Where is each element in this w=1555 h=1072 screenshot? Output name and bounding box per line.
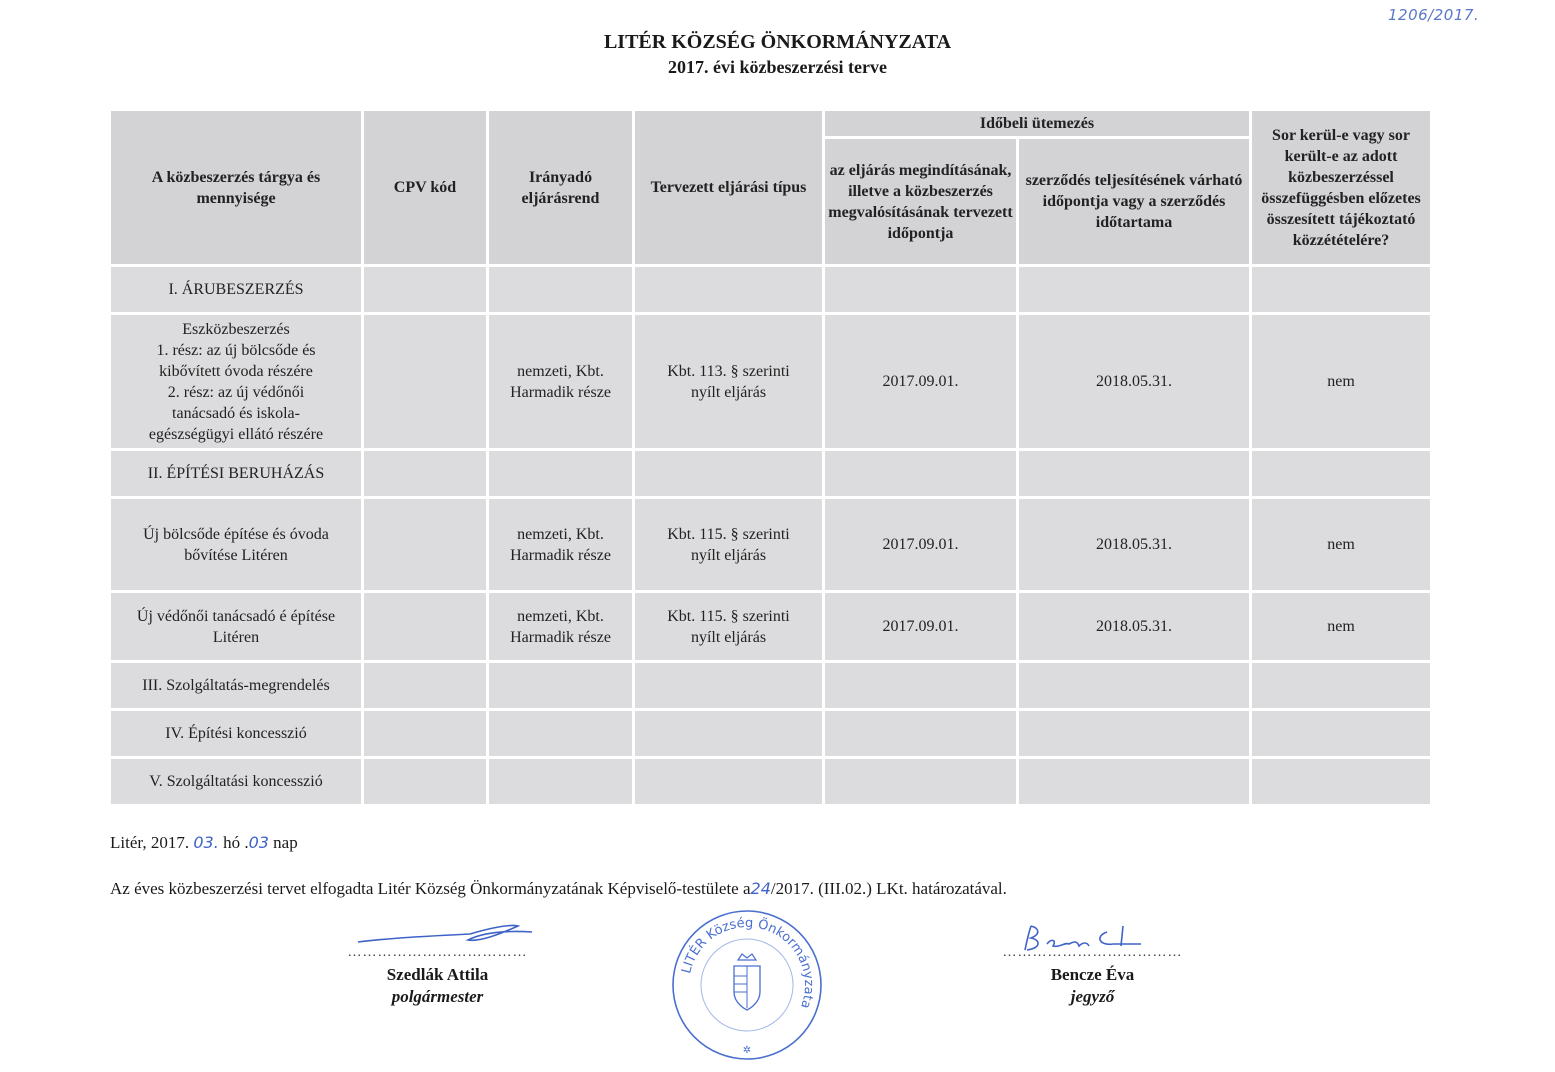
header-start: az eljárás megindításának, illetve a közbeszerzés megvalósításának tervezett időpontja bbox=[824, 138, 1018, 266]
svg-text:✲: ✲ bbox=[742, 1045, 752, 1056]
completion-cell: 2018.05.31. bbox=[1018, 592, 1251, 662]
header-procedure-type: Tervezett eljárási típus bbox=[634, 110, 824, 266]
mayor-name: Szedlák Attila bbox=[386, 965, 489, 984]
table-row bbox=[110, 498, 1432, 592]
section-label: II. ÉPÍTÉSI BERUHÁZÁS bbox=[110, 450, 363, 498]
notary-signature-block: ……………………………… Bencze Éva jegyző bbox=[985, 942, 1200, 1008]
handwritten-resolution-number: 24 bbox=[750, 879, 771, 898]
section-label: III. Szolgáltatás-megrendelés bbox=[110, 662, 363, 710]
place-and-date: Litér, 2017. 03. hó .03 nap bbox=[110, 833, 298, 852]
document-subtitle: 2017. évi közbeszerzési terve bbox=[668, 57, 887, 77]
subject-cell: Eszközbeszerzés 1. rész: az új bölcsőde és kibővített óvoda részére 2. rész: az új védőnői tanácsadó és iskola- egészségügyi ellátó részére bbox=[110, 314, 363, 450]
type-cell: Kbt. 115. § szerinti nyílt eljárás bbox=[634, 592, 824, 662]
section-row bbox=[110, 266, 1432, 314]
official-stamp bbox=[668, 908, 826, 1062]
start-cell: 2017.09.01. bbox=[824, 314, 1018, 450]
subject-cell: Új védőnői tanácsadó é építése Litéren bbox=[110, 592, 363, 662]
header-schedule: Időbeli ütemezés bbox=[824, 110, 1251, 138]
section-row bbox=[110, 450, 1432, 498]
regime-cell: nemzeti, Kbt. Harmadik része bbox=[488, 314, 634, 450]
header-prior-notice: Sor kerül-e vagy sor került-e az adott közbeszerzéssel összefüggésben előzetes összesített tájékoztató közzétételére? bbox=[1251, 110, 1432, 266]
cpv-cell bbox=[363, 314, 488, 450]
prior-notice-cell: nem bbox=[1251, 592, 1432, 662]
section-label: V. Szolgáltatási koncesszió bbox=[110, 758, 363, 806]
notary-role: jegyző bbox=[1070, 987, 1115, 1006]
header-completion: szerződés teljesítésének várható időpontja vagy a szerződés időtartama bbox=[1018, 138, 1251, 266]
document-title: LITÉR KÖZSÉG ÖNKORMÁNYZATA bbox=[603, 31, 952, 53]
handwritten-day: 03 bbox=[248, 833, 269, 852]
svg-text:LITÉR Község Önkormányzata: LITÉR Község Önkormányzata bbox=[679, 915, 817, 1011]
start-cell: 2017.09.01. bbox=[824, 592, 1018, 662]
header-procedure-regime: Irányadó eljárásrend bbox=[488, 110, 634, 266]
subject-cell: Új bölcsőde építése és óvoda bővítése Litéren bbox=[110, 498, 363, 592]
section-label: IV. Építési koncesszió bbox=[110, 710, 363, 758]
notary-name: Bencze Éva bbox=[1050, 965, 1135, 984]
header-subject: A közbeszerzés tárgya és mennyisége bbox=[110, 110, 363, 266]
mayor-signature-block: ……………………………… Szedlák Attila polgármester bbox=[330, 942, 545, 1008]
header-cpv: CPV kód bbox=[363, 110, 488, 266]
mayor-role: polgármester bbox=[391, 987, 484, 1006]
handwritten-month: 03. bbox=[193, 833, 219, 852]
start-cell: 2017.09.01. bbox=[824, 498, 1018, 592]
prior-notice-cell: nem bbox=[1251, 498, 1432, 592]
prior-notice-cell: nem bbox=[1251, 314, 1432, 450]
table-row bbox=[110, 592, 1432, 662]
table-row bbox=[110, 314, 1432, 450]
completion-cell: 2018.05.31. bbox=[1018, 314, 1251, 450]
section-row bbox=[110, 662, 1432, 710]
section-label: I. ÁRUBESZERZÉS bbox=[110, 266, 363, 314]
completion-cell: 2018.05.31. bbox=[1018, 498, 1251, 592]
regime-cell: nemzeti, Kbt. Harmadik része bbox=[488, 592, 634, 662]
regime-cell: nemzeti, Kbt. Harmadik része bbox=[488, 498, 634, 592]
section-row bbox=[110, 710, 1432, 758]
cpv-cell bbox=[363, 592, 488, 662]
registration-number: 1206/2017. bbox=[1388, 6, 1480, 24]
procurement-plan-table bbox=[108, 108, 1433, 807]
cpv-cell bbox=[363, 498, 488, 592]
approval-statement: Az éves közbeszerzési tervet elfogadta Litér Község Önkormányzatának Képviselő-testülete a24/2017. (III.02.) LKt. határozatával. bbox=[110, 879, 1007, 898]
section-row bbox=[110, 758, 1432, 806]
type-cell: Kbt. 113. § szerinti nyílt eljárás bbox=[634, 314, 824, 450]
type-cell: Kbt. 115. § szerinti nyílt eljárás bbox=[634, 498, 824, 592]
